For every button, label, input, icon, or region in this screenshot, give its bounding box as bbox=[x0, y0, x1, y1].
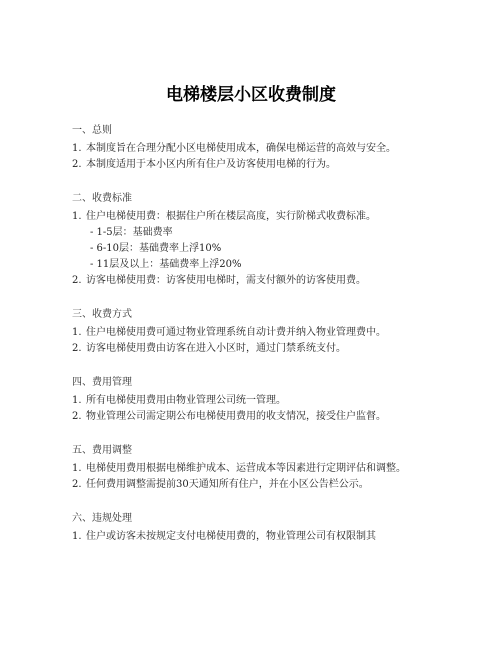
section-heading: 六、违规处理 bbox=[72, 513, 132, 524]
section-general bbox=[72, 123, 442, 173]
item-text: 住户或访客未按规定支付电梯使用费的，物业管理公司有权限制其 bbox=[86, 531, 376, 542]
section-violation-handling bbox=[72, 511, 442, 545]
item-number: 2. bbox=[72, 411, 82, 422]
document-title: 电梯楼层小区收费制度 bbox=[166, 85, 336, 105]
item-text: 本制度适用于本小区内所有住户及访客使用电梯的行为。 bbox=[86, 159, 336, 170]
item-number: 1. bbox=[72, 463, 82, 474]
item-text: 物业管理公司需定期公布电梯使用费用的收支情况，接受住户监督。 bbox=[86, 411, 386, 422]
item-number: 2. bbox=[72, 343, 82, 354]
list-item bbox=[72, 273, 442, 289]
item-text: 本制度旨在合理分配小区电梯使用成本，确保电梯运营的高效与安全。 bbox=[86, 143, 396, 154]
list-item bbox=[72, 477, 442, 493]
list-item bbox=[72, 341, 442, 357]
sub-item: - 1-5层：基础费率 bbox=[90, 227, 173, 238]
section-heading: 三、收费方式 bbox=[72, 309, 132, 320]
item-number: 2. bbox=[72, 479, 82, 490]
item-text: 所有电梯使用费用由物业管理公司统一管理。 bbox=[86, 395, 286, 406]
item-number: 1. bbox=[72, 143, 82, 154]
section-payment-method bbox=[72, 307, 442, 357]
item-text: 访客电梯使用费：访客使用电梯时，需支付额外的访客使用费。 bbox=[86, 275, 366, 286]
item-number: 2. bbox=[72, 159, 82, 170]
item-text: 任何费用调整需提前30天通知所有住户，并在小区公告栏公示。 bbox=[86, 479, 369, 490]
item-text: 电梯使用费用根据电梯维护成本、运营成本等因素进行定期评估和调整。 bbox=[86, 463, 406, 474]
item-text: 住户电梯使用费：根据住户所在楼层高度，实行阶梯式收费标准。 bbox=[86, 211, 376, 222]
item-number: 1. bbox=[72, 211, 82, 222]
list-item bbox=[72, 393, 442, 409]
section-fee-standard bbox=[72, 191, 442, 289]
list-item bbox=[72, 409, 442, 425]
item-number: 2. bbox=[72, 275, 82, 286]
list-item bbox=[72, 529, 442, 545]
list-item bbox=[72, 209, 442, 225]
item-number: 1. bbox=[72, 531, 82, 542]
section-heading: 二、收费标准 bbox=[72, 193, 132, 204]
sub-item: - 11层及以上：基础费率上浮20% bbox=[90, 259, 242, 270]
list-item bbox=[72, 141, 442, 157]
item-number: 1. bbox=[72, 327, 82, 338]
section-fee-adjustment bbox=[72, 443, 442, 493]
item-text: 住户电梯使用费可通过物业管理系统自动计费并纳入物业管理费中。 bbox=[86, 327, 386, 338]
sub-item: - 6-10层：基础费率上浮10% bbox=[90, 243, 222, 254]
section-heading: 四、费用管理 bbox=[72, 377, 132, 388]
section-heading: 一、总则 bbox=[72, 125, 112, 136]
list-item bbox=[72, 461, 442, 477]
document-body bbox=[72, 123, 442, 563]
section-fee-management bbox=[72, 375, 442, 425]
list-item bbox=[72, 157, 442, 173]
section-heading: 五、费用调整 bbox=[72, 445, 132, 456]
item-number: 1. bbox=[72, 395, 82, 406]
list-item bbox=[72, 325, 442, 341]
item-text: 访客电梯使用费由访客在进入小区时，通过门禁系统支付。 bbox=[86, 343, 346, 354]
